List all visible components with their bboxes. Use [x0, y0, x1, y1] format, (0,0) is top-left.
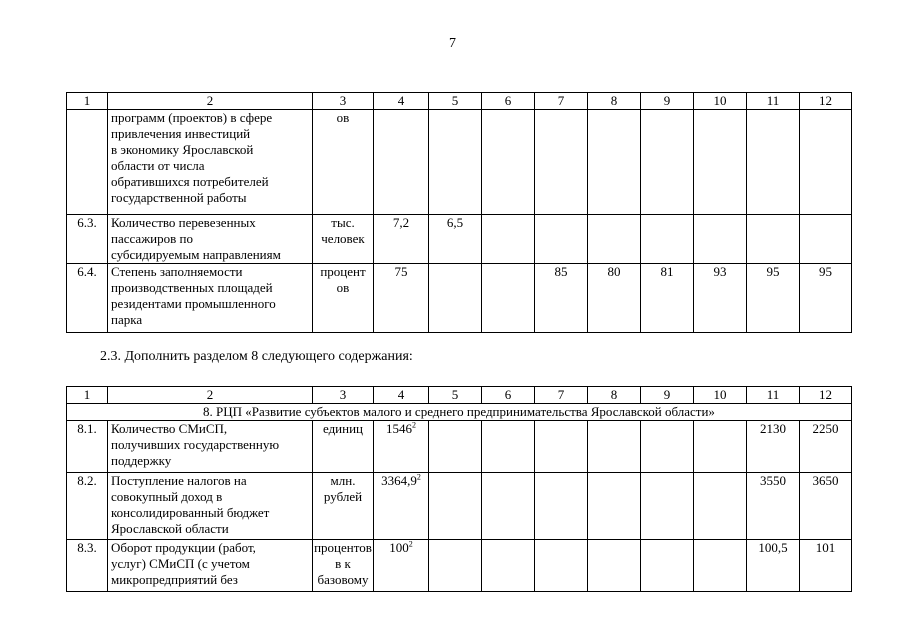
table-row — [67, 473, 852, 540]
footnote-mark: 2 — [412, 420, 416, 430]
table-row — [67, 421, 852, 473]
header-cell: 9 — [641, 387, 694, 404]
unit-line: рублей — [323, 489, 363, 504]
value-col-11 — [747, 215, 800, 264]
value-col-8 — [588, 110, 641, 215]
header-cell: 5 — [429, 93, 482, 110]
value-col-12: 95 — [800, 264, 852, 333]
unit — [313, 110, 374, 215]
unit — [313, 421, 374, 473]
page-number: 7 — [449, 36, 456, 51]
value-col-4 — [374, 110, 429, 215]
header-cell: 11 — [747, 93, 800, 110]
indicator-name — [108, 264, 313, 333]
name-line: государственной работы — [111, 190, 247, 205]
value-col-6 — [482, 110, 535, 215]
value-col-9 — [641, 215, 694, 264]
name-line: Степень заполняемости — [111, 264, 243, 279]
indicator-name — [108, 473, 313, 540]
name-line: Поступление налогов на — [111, 473, 247, 488]
name-line: Количество СМиСП, — [111, 421, 228, 436]
column-header-row — [67, 93, 852, 110]
table-row — [67, 110, 852, 215]
header-cell: 2 — [108, 93, 313, 110]
unit-line: единиц — [322, 421, 364, 436]
indicator-name — [108, 540, 313, 592]
unit-line: тыс. — [331, 215, 355, 230]
unit-line: ов — [336, 280, 350, 295]
header-cell: 8 — [588, 93, 641, 110]
header-cell: 8 — [588, 387, 641, 404]
unit — [313, 215, 374, 264]
indicator-name — [108, 110, 313, 215]
value-col-9 — [641, 110, 694, 215]
value-col-12: 2250 — [800, 421, 852, 473]
value-col-6 — [482, 421, 535, 473]
name-line: консолидированный бюджет — [111, 505, 270, 520]
value-col-9 — [641, 421, 694, 473]
row-number: 6.4. — [67, 264, 108, 333]
indicators-table-1 — [66, 92, 852, 333]
value-col-5 — [429, 473, 482, 540]
value-col-11: 100,5 — [747, 540, 800, 592]
value-col-7 — [535, 540, 588, 592]
value-col-8: 80 — [588, 264, 641, 333]
value-col-5 — [429, 110, 482, 215]
unit-line: человек — [321, 231, 365, 246]
header-cell: 6 — [482, 93, 535, 110]
value-col-4 — [374, 540, 429, 592]
name-line: области от числа — [111, 158, 205, 173]
footnote-mark: 2 — [408, 539, 413, 549]
indicator-name — [108, 215, 313, 264]
header-cell: 12 — [800, 93, 852, 110]
value-col-8 — [588, 421, 641, 473]
value-col-6 — [482, 264, 535, 333]
header-cell: 12 — [800, 387, 852, 404]
value-col-4 — [374, 473, 429, 540]
indicator-name — [108, 421, 313, 473]
unit-line: процент — [320, 264, 366, 279]
name-line: Количество перевезенных — [111, 215, 256, 230]
column-header-row — [67, 387, 852, 404]
unit — [313, 264, 374, 333]
header-cell: 4 — [374, 387, 429, 404]
value-col-6 — [482, 215, 535, 264]
header-cell: 1 — [67, 387, 108, 404]
value-col-12: 3650 — [800, 473, 852, 540]
name-line: поддержку — [111, 453, 172, 468]
header-cell: 10 — [694, 387, 747, 404]
value-col-11: 3550 — [747, 473, 800, 540]
name-line: резидентами промышленного — [111, 296, 276, 311]
value-col-12 — [800, 110, 852, 215]
unit-line: ов — [336, 110, 350, 125]
header-cell: 11 — [747, 387, 800, 404]
row-number: 8.2. — [67, 473, 108, 540]
name-line: производственных площадей — [111, 280, 273, 295]
value-col-9 — [641, 540, 694, 592]
value-col-10 — [694, 421, 747, 473]
name-line: парка — [111, 312, 143, 327]
value-col-12: 101 — [800, 540, 852, 592]
row-number — [67, 110, 108, 215]
unit-line: млн. — [330, 473, 356, 488]
value-col-7 — [535, 215, 588, 264]
unit-line: в к — [335, 556, 351, 571]
value-col-10: 93 — [694, 264, 747, 333]
name-line: услуг) СМиСП (с учетом — [111, 556, 250, 571]
value-col-5 — [429, 540, 482, 592]
row-number: 8.3. — [67, 540, 108, 592]
value-col-6 — [482, 540, 535, 592]
name-line: пассажиров по — [111, 231, 193, 246]
section-title-row — [67, 404, 852, 421]
value-col-7 — [535, 421, 588, 473]
header-cell: 9 — [641, 93, 694, 110]
value-col-11: 95 — [747, 264, 800, 333]
name-line: Ярославской области — [111, 521, 229, 536]
header-cell: 6 — [482, 387, 535, 404]
table-row — [67, 540, 852, 592]
name-line: обратившихся потребителей — [111, 174, 269, 189]
value-col-8 — [588, 540, 641, 592]
value-col-6 — [482, 473, 535, 540]
section-title: 8. РЦП «Развитие субъектов малого и среднего предпринимательства Ярославской области» — [67, 404, 852, 421]
table-row — [67, 215, 852, 264]
value-col-11 — [747, 110, 800, 215]
base-value: 3364,9 — [381, 473, 417, 488]
value-col-7 — [535, 473, 588, 540]
value-col-8 — [588, 215, 641, 264]
header-cell: 7 — [535, 387, 588, 404]
name-line: в экономику Ярославской — [111, 142, 254, 157]
header-cell: 10 — [694, 93, 747, 110]
row-number: 6.3. — [67, 215, 108, 264]
header-cell: 4 — [374, 93, 429, 110]
value-col-10 — [694, 540, 747, 592]
value-col-5 — [429, 264, 482, 333]
value-col-9 — [641, 473, 694, 540]
header-cell: 5 — [429, 387, 482, 404]
name-line: привлечения инвестиций — [111, 126, 251, 141]
value-col-10 — [694, 110, 747, 215]
name-line: программ (проектов) в сфере — [111, 110, 273, 125]
value-col-5: 6,5 — [429, 215, 482, 264]
value-col-11: 2130 — [747, 421, 800, 473]
value-col-10 — [694, 215, 747, 264]
indicators-table-2 — [66, 386, 852, 592]
value-col-10 — [694, 473, 747, 540]
value-col-4: 7,2 — [374, 215, 429, 264]
unit-line: процентов — [314, 540, 372, 555]
value-col-12 — [800, 215, 852, 264]
row-number: 8.1. — [67, 421, 108, 473]
name-line: совокупный доход в — [111, 489, 223, 504]
value-col-7 — [535, 110, 588, 215]
value-col-7: 85 — [535, 264, 588, 333]
unit-line: базовому — [317, 572, 369, 587]
header-cell: 3 — [313, 93, 374, 110]
name-line: субсидируемым направлениям — [111, 247, 281, 262]
value-col-4: 75 — [374, 264, 429, 333]
name-line: Оборот продукции (работ, — [111, 540, 256, 555]
value-col-9: 81 — [641, 264, 694, 333]
table-row — [67, 264, 852, 333]
value-col-5 — [429, 421, 482, 473]
unit — [313, 540, 374, 592]
header-cell: 2 — [108, 387, 313, 404]
base-value: 100 — [389, 540, 409, 555]
name-line: микропредприятий без — [111, 572, 238, 587]
instruction-paragraph: 2.3. Дополнить разделом 8 следующего содержания: — [100, 349, 413, 364]
header-cell: 3 — [313, 387, 374, 404]
footnote-mark: 2 — [416, 472, 421, 482]
value-col-8 — [588, 473, 641, 540]
header-cell: 7 — [535, 93, 588, 110]
unit — [313, 473, 374, 540]
value-col-4 — [374, 421, 429, 473]
name-line: получивших государственную — [111, 437, 280, 452]
header-cell: 1 — [67, 93, 108, 110]
base-value: 1546 — [386, 421, 412, 436]
